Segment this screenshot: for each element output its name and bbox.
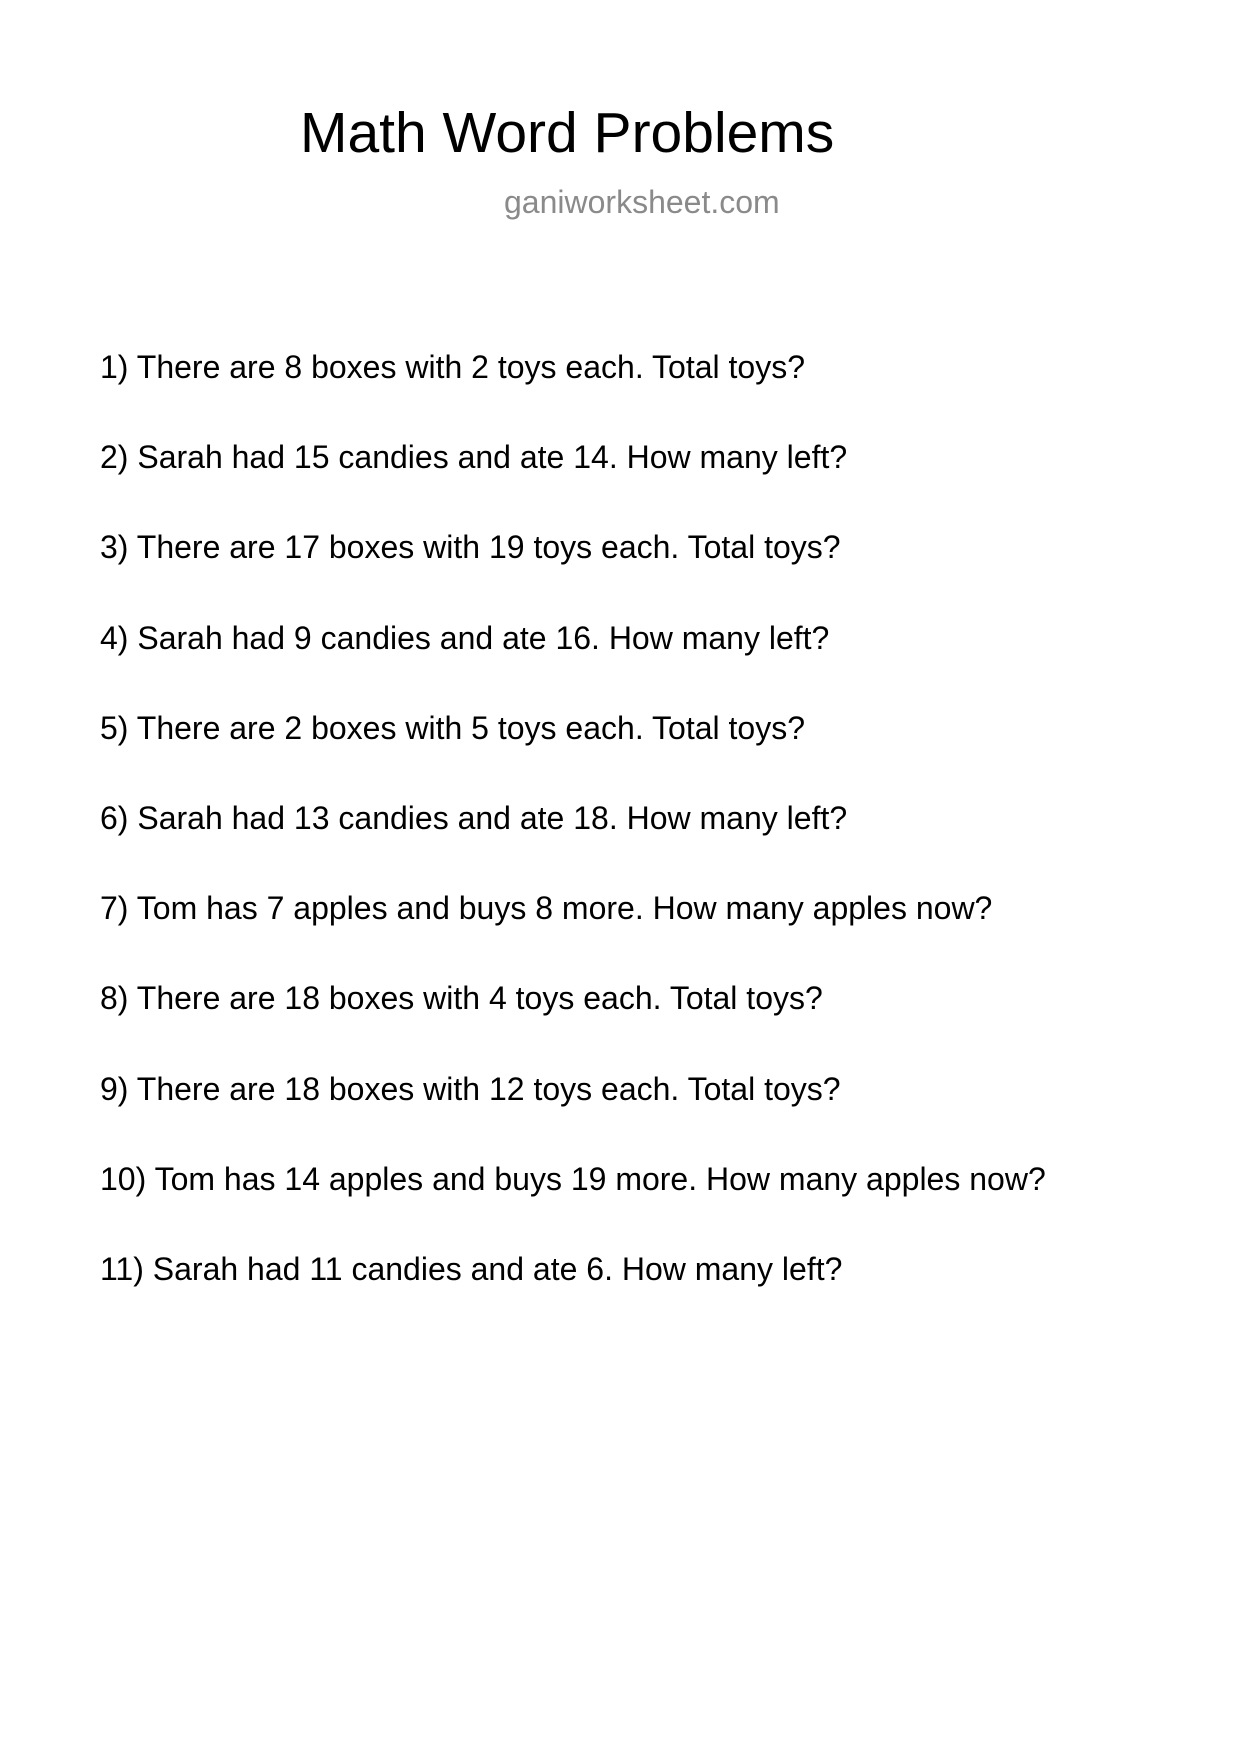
website-label: ganiworksheet.com bbox=[504, 184, 780, 220]
problem-item: 8) There are 18 boxes with 4 toys each. Total toys? bbox=[100, 980, 823, 1017]
problem-item: 1) There are 8 boxes with 2 toys each. Total toys? bbox=[100, 349, 805, 385]
worksheet-title: Math Word Problems bbox=[300, 101, 835, 165]
problem-item: 11) Sarah had 11 candies and ate 6. How many left? bbox=[100, 1250, 843, 1287]
problem-item: 6) Sarah had 13 candies and ate 18. How many left? bbox=[100, 799, 848, 836]
problem-item: 9) There are 18 boxes with 12 toys each. Total toys? bbox=[100, 1070, 841, 1107]
problem-item: 2) Sarah had 15 candies and ate 14. How many left? bbox=[100, 439, 848, 476]
problem-item: 4) Sarah had 9 candies and ate 16. How many left? bbox=[100, 619, 830, 656]
problem-item: 10) Tom has 14 apples and buys 19 more. How many apples now? bbox=[100, 1160, 1046, 1197]
problem-item: 7) Tom has 7 apples and buys 8 more. How many apples now? bbox=[100, 890, 993, 927]
problem-list bbox=[100, 347, 1046, 1339]
problem-item: 5) There are 2 boxes with 5 toys each. Total toys? bbox=[100, 709, 805, 746]
problem-item: 3) There are 17 boxes with 19 toys each. Total toys? bbox=[100, 529, 841, 566]
